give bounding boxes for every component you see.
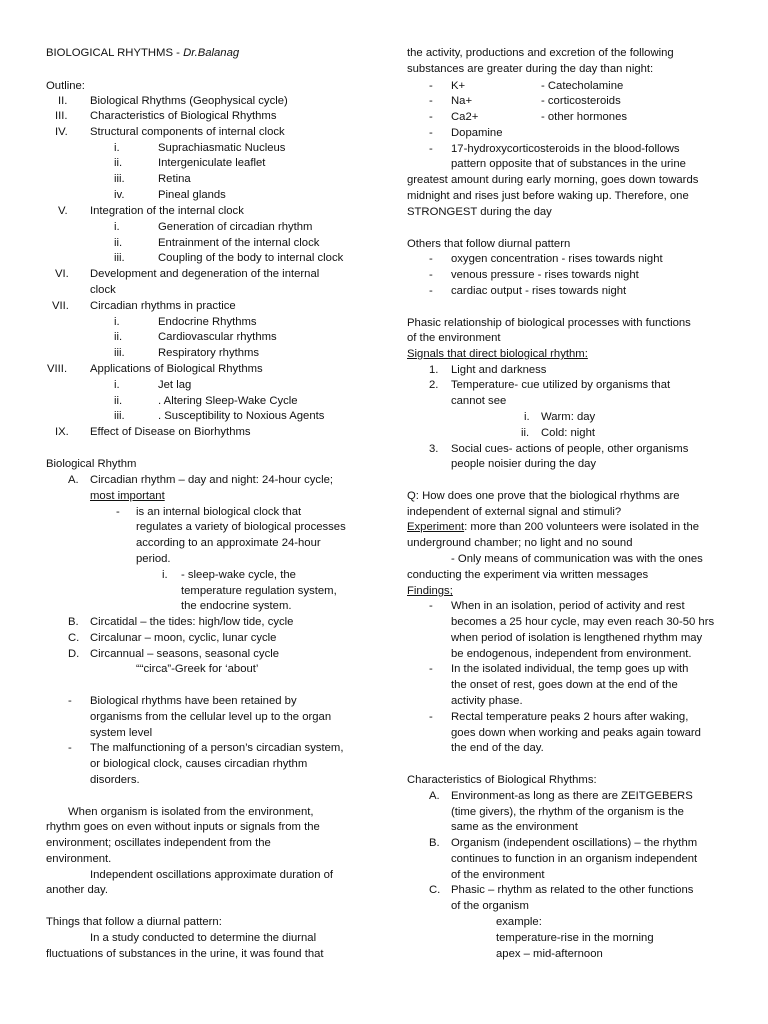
outline-sub-num: i. [114, 379, 120, 391]
list-item: Circatidal – the tides: high/low tide, cycle [90, 616, 294, 628]
experiment-text: : more than 200 volunteers were isolated in the [464, 521, 700, 533]
outline-sub-num: iii. [114, 410, 125, 422]
bullet-dash: - [429, 711, 433, 723]
outline-item: Biological Rhythms (Geophysical cycle) [90, 95, 288, 107]
sub-text: the endocrine system. [181, 600, 292, 612]
paragraph-line: another day. [46, 884, 108, 896]
bullet-text: cardiac output - rises towards night [451, 285, 627, 297]
paragraph-line: Independent oscillations approximate duration of [90, 869, 334, 881]
list-label: C. [68, 632, 80, 644]
bullet-dash: - [429, 285, 433, 297]
substance: - other hormones [541, 111, 628, 123]
paragraph-line: underground chamber; no light and no sound [407, 537, 633, 549]
substance: K+ [451, 80, 466, 92]
section-heading: Characteristics of Biological Rhythms: [407, 774, 597, 786]
bullet-text: activity phase. [451, 695, 523, 707]
bullet-dash: - [68, 742, 72, 754]
outline-sub-num: ii. [114, 331, 123, 343]
sub-text: Warm: day [541, 411, 596, 423]
outline-num: VII. [52, 300, 69, 312]
list-item: people noisier during the day [451, 458, 597, 470]
bullet-text: The malfunctioning of a person’s circadian system, [90, 742, 344, 754]
sub-text: - sleep-wake cycle, the [181, 569, 296, 581]
bullet-text: pattern opposite that of substances in the urine [451, 158, 686, 170]
list-item: Light and darkness [451, 364, 547, 376]
bullet-dash: - [429, 253, 433, 265]
paragraph-line: STRONGEST during the day [407, 206, 552, 218]
outline-sub-item: Coupling of the body to internal clock [158, 252, 344, 264]
list-item: of the organism [451, 900, 529, 912]
outline-item: Integration of the internal clock [90, 205, 244, 217]
outline-sub-item: Retina [158, 173, 191, 185]
outline-sub-num: iv. [114, 189, 125, 201]
outline-sub-item: . Susceptibility to Noxious Agents [158, 410, 325, 422]
outline-sub-item: Intergeniculate leaflet [158, 157, 266, 169]
example-line: temperature-rise in the morning [496, 932, 654, 944]
paragraph-line: environment; oscillates independent from the [46, 837, 271, 849]
substance: Na+ [451, 95, 473, 107]
list-item: Circadian rhythm – day and night: 24-hour cycle; [90, 474, 334, 486]
outline-item-cont: clock [90, 284, 116, 296]
list-item: Social cues- actions of people, other organisms [451, 443, 689, 455]
section-heading: Things that follow a diurnal pattern: [46, 916, 222, 928]
outline-num: IX. [55, 426, 69, 438]
sub-text: temperature regulation system, [181, 585, 337, 597]
section-heading: Biological Rhythm [46, 458, 137, 470]
outline-sub-num: i. [114, 316, 120, 328]
document-title: BIOLOGICAL RHYTHMS [46, 47, 174, 59]
outline-num: II. [58, 95, 68, 107]
list-label: 2. [429, 379, 439, 391]
bullet-text: according to an approximate 24-hour [136, 537, 321, 549]
list-item: Circannual – seasons, seasonal cycle [90, 648, 280, 660]
outline-item: Applications of Biological Rhythms [90, 363, 263, 375]
outline-sub-num: iii. [114, 173, 125, 185]
paragraph-line: Q: How does one prove that the biological rhythms are [407, 490, 680, 502]
list-item: (time givers), the rhythm of the organism is the [451, 806, 684, 818]
paragraph-line: In a study conducted to determine the diurnal [90, 932, 317, 944]
outline-sub-num: ii. [114, 395, 123, 407]
outline-sub-num: i. [114, 221, 120, 233]
paragraph-line: of the environment [407, 332, 501, 344]
list-item: of the environment [451, 869, 545, 881]
sub-num: i. [524, 411, 530, 423]
bullet-text: 17-hydroxycorticosteroids in the blood-follows [451, 143, 680, 155]
bullet-text: goes down when working and peaks again toward [451, 727, 701, 739]
outline-num: VI. [55, 268, 69, 280]
bullet-text: oxygen concentration - rises towards night [451, 253, 663, 265]
bullet-text: is an internal biological clock that [136, 506, 302, 518]
bullet-text: organisms from the cellular level up to the organ [90, 711, 332, 723]
paragraph-line: - Only means of communication was with the ones [451, 553, 703, 565]
outline-sub-item: . Altering Sleep-Wake Cycle [158, 395, 298, 407]
bullet-text: the end of the day. [451, 742, 544, 754]
bullet-text: becomes a 25 hour cycle, may even reach 30-50 hrs [451, 616, 715, 628]
list-item: cannot see [451, 395, 507, 407]
outline-item: Structural components of internal clock [90, 126, 285, 138]
bullet-text: venous pressure - rises towards night [451, 269, 639, 281]
list-item: Phasic – rhythm as related to the other functions [451, 884, 694, 896]
list-label: 1. [429, 364, 439, 376]
list-item: Temperature- cue utilized by organisms that [451, 379, 671, 391]
outline-num: III. [55, 110, 68, 122]
bullet-text: In the isolated individual, the temp goes up with [451, 663, 689, 675]
outline-sub-num: ii. [114, 157, 123, 169]
document-title-line [46, 46, 239, 60]
substance: Ca2+ [451, 111, 479, 123]
substance: - Catecholamine [541, 80, 624, 92]
bullet-text: disorders. [90, 774, 140, 786]
author-name: Dr.Balanag [183, 47, 240, 59]
paragraph-line: environment. [46, 853, 112, 865]
outline-item: Circadian rhythms in practice [90, 300, 236, 312]
paragraph-line: independent of external signal and stimuli? [407, 506, 622, 518]
paragraph-line: When organism is isolated from the environment, [68, 806, 314, 818]
outline-num: IV. [55, 126, 68, 138]
bullet-dash: - [429, 600, 433, 612]
list-item: same as the environment [451, 821, 578, 833]
list-label: C. [429, 884, 441, 896]
list-item: continues to function in an organism independent [451, 853, 698, 865]
section-heading: Others that follow diurnal pattern [407, 238, 571, 250]
outline-sub-num: iii. [114, 347, 125, 359]
outline-item: Development and degeneration of the internal [90, 268, 320, 280]
bullet-dash: - [429, 127, 433, 139]
bullet-text: when period of isolation is lengthened rhythm may [451, 632, 703, 644]
bullet-text: be endogenous, independent from environment. [451, 648, 692, 660]
experiment-line [407, 520, 699, 534]
bullet-dash: - [429, 143, 433, 155]
paragraph-line: midnight and rises just before waking up. Therefore, one [407, 190, 689, 202]
substance: - corticosteroids [541, 95, 621, 107]
outline-num: V. [58, 205, 68, 217]
circa-note: ““circa”-Greek for ‘about’ [136, 663, 259, 675]
sub-text: Cold: night [541, 427, 596, 439]
list-item: Circalunar – moon, cyclic, lunar cycle [90, 632, 277, 644]
paragraph-line: fluctuations of substances in the urine, it was found that [46, 948, 324, 960]
list-label: A. [429, 790, 440, 802]
outline-sub-item: Generation of circadian rhythm [158, 221, 313, 233]
example-line: example: [496, 916, 542, 928]
sub-num: i. [162, 569, 168, 581]
outline-sub-item: Endocrine Rhythms [158, 316, 257, 328]
paragraph-line: substances are greater during the day than night: [407, 63, 654, 75]
outline-num: VIII. [47, 363, 68, 375]
list-item-emphasis: most important [90, 490, 165, 502]
bullet-text: regulates a variety of biological processes [136, 521, 346, 533]
experiment-label: Experiment [407, 521, 465, 533]
outline-sub-num: iii. [114, 252, 125, 264]
list-label: B. [429, 837, 440, 849]
outline-sub-item: Respiratory rhythms [158, 347, 260, 359]
substance: Dopamine [451, 127, 503, 139]
section-heading-underlined: Signals that direct biological rhythm: [407, 348, 588, 360]
bullet-dash: - [429, 269, 433, 281]
outline-sub-item: Suprachiasmatic Nucleus [158, 142, 286, 154]
bullet-text: period. [136, 553, 171, 565]
bullet-text: Biological rhythms have been retained by [90, 695, 297, 707]
paragraph-line: greatest amount during early morning, goes down towards [407, 174, 699, 186]
findings-label: Findings; [407, 585, 453, 597]
list-label: B. [68, 616, 79, 628]
bullet-dash: - [429, 663, 433, 675]
outline-item: Characteristics of Biological Rhythms [90, 110, 277, 122]
list-label: A. [68, 474, 79, 486]
paragraph-line: the activity, productions and excretion of the following [407, 47, 674, 59]
list-item: Environment-as long as there are ZEITGEBERS [451, 790, 693, 802]
outline-label: Outline: [46, 80, 85, 92]
paragraph-line: Phasic relationship of biological processes with functions [407, 317, 691, 329]
list-item: Organism (independent oscillations) – the rhythm [451, 837, 698, 849]
bullet-dash: - [68, 695, 72, 707]
bullet-dash: - [429, 95, 433, 107]
bullet-text: the onset of rest, goes down at the end of the [451, 679, 678, 691]
outline-sub-num: i. [114, 142, 120, 154]
list-label: D. [68, 648, 80, 660]
list-label: 3. [429, 443, 439, 455]
outline-sub-item: Cardiovascular rhythms [158, 331, 277, 343]
outline-sub-item: Entrainment of the internal clock [158, 237, 320, 249]
outline-sub-num: ii. [114, 237, 123, 249]
paragraph-line: conducting the experiment via written messages [407, 569, 649, 581]
outline-sub-item: Pineal glands [158, 189, 226, 201]
title-dash: - [173, 47, 184, 59]
bullet-text: When in an isolation, period of activity and rest [451, 600, 685, 612]
sub-num: ii. [521, 427, 530, 439]
bullet-dash: - [429, 80, 433, 92]
paragraph-line: rhythm goes on even without inputs or signals from the [46, 821, 320, 833]
bullet-text: system level [90, 727, 153, 739]
example-line: apex – mid-afternoon [496, 948, 603, 960]
bullet-text: Rectal temperature peaks 2 hours after waking, [451, 711, 689, 723]
bullet-dash: - [116, 506, 120, 518]
bullet-text: or biological clock, causes circadian rhythm [90, 758, 308, 770]
outline-item: Effect of Disease on Biorhythms [90, 426, 251, 438]
bullet-dash: - [429, 111, 433, 123]
outline-sub-item: Jet lag [158, 379, 192, 391]
